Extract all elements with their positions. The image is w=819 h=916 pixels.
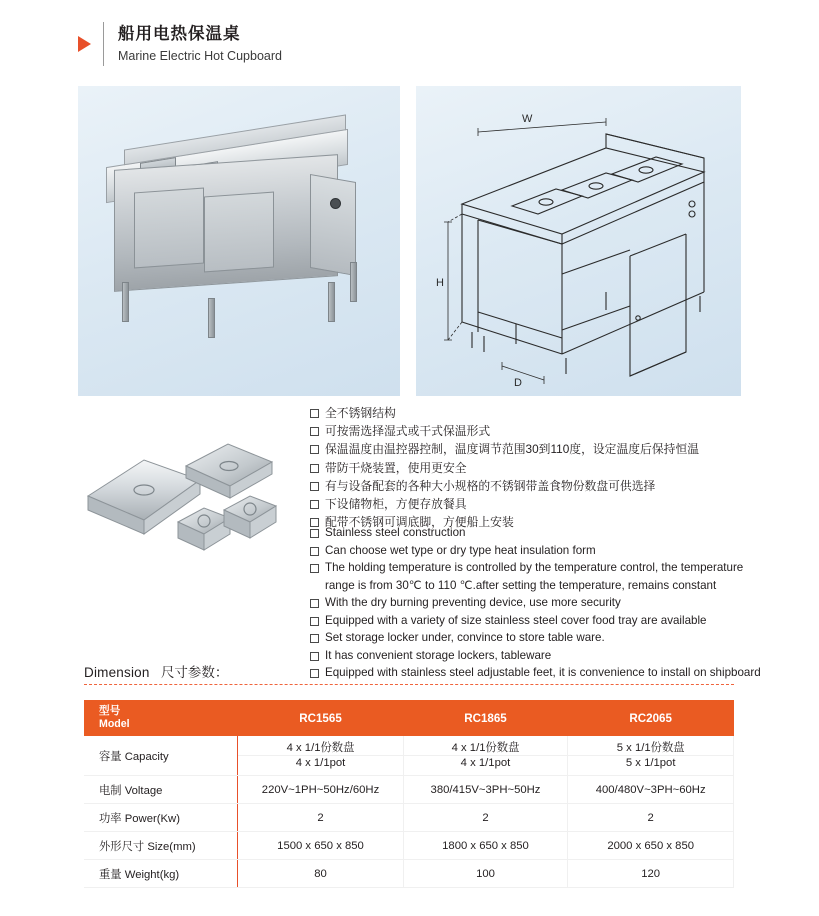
model-header-cell <box>85 701 238 736</box>
feature-text: Set storage locker under, convince to store table ware. <box>325 631 605 644</box>
cell-power-2: 2 <box>403 804 568 832</box>
feature-item <box>310 477 755 495</box>
diagram-label-h: H <box>436 277 444 289</box>
feature-item <box>310 664 765 682</box>
feature-item <box>310 629 765 647</box>
cell-capacity-2 <box>403 736 568 776</box>
feature-text: It has convenient storage lockers, tableware <box>325 648 552 662</box>
cell-power-3: 2 <box>568 804 734 832</box>
checkbox-icon <box>310 409 319 418</box>
cabinet-leg <box>122 282 129 322</box>
feature-item <box>310 594 765 612</box>
dimension-divider <box>84 684 734 685</box>
feature-item <box>310 404 755 422</box>
cabinet-door-left <box>134 188 204 269</box>
cell-size-3: 2000 x 650 x 850 <box>568 832 734 860</box>
feature-text: 全不锈钢结构 <box>325 406 396 420</box>
feature-text: The holding temperature is controlled by the temperature control, the temperature range is from 30℃ to 110 ℃.after setting the temperature, remains constant <box>325 561 744 592</box>
table-header-row <box>85 701 734 736</box>
feature-item <box>310 542 765 560</box>
feature-text: 带防干烧装置，使用更安全 <box>325 460 467 475</box>
checkbox-icon <box>310 500 319 509</box>
feature-text: 配带不锈钢可调底脚，方便船上安装 <box>325 515 514 530</box>
cell-capacity-1 <box>238 736 403 776</box>
checkbox-icon <box>310 599 319 608</box>
cabinet-door-right <box>204 192 274 273</box>
model-header-cn: 型号 <box>99 705 121 717</box>
feature-item <box>310 422 755 440</box>
model-column-3: RC2065 <box>568 701 734 736</box>
dimension-label-en: Dimension <box>84 665 150 680</box>
cell-line-1: 4 x 1/1份数盘 <box>286 741 355 754</box>
cell-voltage-3: 400/480V~3PH~60Hz <box>568 776 734 804</box>
diagram-svg <box>416 86 741 396</box>
cabinet-leg <box>350 262 357 302</box>
spec-table <box>84 700 734 888</box>
feature-item <box>310 612 765 630</box>
feature-text: Equipped with stainless steel adjustable feet, it is convenience to install on shipboard <box>325 666 761 679</box>
table-row <box>85 832 734 860</box>
diagram-label-w: W <box>522 113 533 125</box>
food-pans-svg <box>82 418 278 578</box>
checkbox-icon <box>310 482 319 491</box>
feature-text: Equipped with a variety of size stainless steel cover food tray are available <box>325 613 707 627</box>
feature-text: Can choose wet type or dry type heat insulation form <box>325 543 596 557</box>
cabinet-leg <box>208 298 215 338</box>
cell-line-2: 4 x 1/1pot <box>238 755 402 771</box>
product-photo-perspective <box>78 86 400 396</box>
feature-item <box>310 647 765 665</box>
feature-text: 有与设备配套的各种大小规格的不锈钢带盖食物份数盘可供选择 <box>325 478 656 493</box>
feature-text: Stainless steel construction <box>325 526 466 539</box>
row-label-weight: 重量 Weight(kg) <box>85 860 238 888</box>
table-row <box>85 736 734 776</box>
features-list-en <box>310 524 765 682</box>
page-title-en: Marine Electric Hot Cupboard <box>118 49 282 63</box>
checkbox-icon <box>310 464 319 473</box>
row-label-capacity: 容量 Capacity <box>85 736 238 776</box>
control-box <box>310 174 356 276</box>
feature-text: 保温温度由温控器控制，温度调节范围30到110度，设定温度后保持恒温 <box>325 442 700 457</box>
feature-item <box>310 559 765 594</box>
dimension-label-cn: 尺寸参数： <box>160 665 229 680</box>
cell-size-2: 1800 x 650 x 850 <box>403 832 568 860</box>
triangle-marker-icon <box>78 36 91 52</box>
cell-capacity-3 <box>568 736 734 776</box>
checkbox-icon <box>310 617 319 626</box>
cell-line-2: 4 x 1/1pot <box>404 755 568 771</box>
cell-weight-2: 100 <box>403 860 568 888</box>
header-divider <box>103 22 104 66</box>
table-row <box>85 776 734 804</box>
feature-item <box>310 524 765 542</box>
row-label-power: 功率 Power(Kw) <box>85 804 238 832</box>
dimension-heading <box>84 661 228 681</box>
cell-weight-3: 120 <box>568 860 734 888</box>
model-header-en: Model <box>99 718 130 730</box>
page-header <box>78 22 282 66</box>
feature-text: 可按需选择湿式或干式保温形式 <box>325 424 491 439</box>
checkbox-icon <box>310 669 319 678</box>
model-column-2: RC1865 <box>403 701 568 736</box>
checkbox-icon <box>310 529 319 538</box>
feature-text: 下设储物柜，方便存放餐具 <box>325 497 467 512</box>
cell-power-1: 2 <box>238 804 403 832</box>
checkbox-icon <box>310 564 319 573</box>
product-dimension-diagram <box>416 86 741 396</box>
feature-item <box>310 459 755 477</box>
cell-voltage-2: 380/415V~3PH~50Hz <box>403 776 568 804</box>
table-row <box>85 804 734 832</box>
table-row <box>85 860 734 888</box>
row-label-voltage: 电制 Voltage <box>85 776 238 804</box>
feature-item <box>310 440 755 458</box>
cell-line-1: 4 x 1/1份数盘 <box>451 741 520 754</box>
cell-weight-1: 80 <box>238 860 403 888</box>
cell-line-1: 5 x 1/1份数盘 <box>616 741 685 754</box>
model-column-1: RC1565 <box>238 701 403 736</box>
checkbox-icon <box>310 427 319 436</box>
features-list-cn <box>310 404 755 531</box>
cell-line-2: 5 x 1/1pot <box>568 755 733 771</box>
checkbox-icon <box>310 634 319 643</box>
food-pans-photo <box>82 418 278 578</box>
checkbox-icon <box>310 652 319 661</box>
row-label-size: 外形尺寸 Size(mm) <box>85 832 238 860</box>
control-knob-icon <box>330 198 341 209</box>
checkbox-icon <box>310 445 319 454</box>
diagram-label-d: D <box>514 377 522 389</box>
feature-item <box>310 495 755 513</box>
feature-text: With the dry burning preventing device, use more security <box>325 596 621 609</box>
cabinet-leg <box>328 282 335 322</box>
checkbox-icon <box>310 547 319 556</box>
page-title-cn: 船用电热保温桌 <box>118 25 241 43</box>
cell-voltage-1: 220V~1PH~50Hz/60Hz <box>238 776 403 804</box>
cell-size-1: 1500 x 650 x 850 <box>238 832 403 860</box>
